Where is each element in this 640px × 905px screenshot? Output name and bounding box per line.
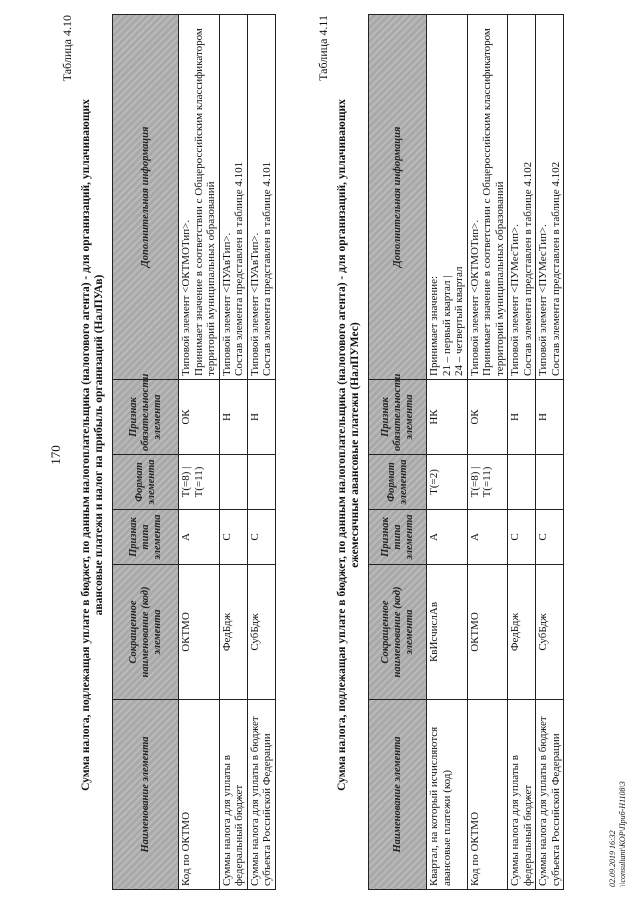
table2-header-type: Признак типа элемента bbox=[369, 510, 427, 565]
table2 bbox=[368, 14, 564, 890]
cell-code: ФедБдж bbox=[219, 565, 247, 700]
cell-name: Код по ОКТМО bbox=[179, 700, 220, 890]
cell-type: С bbox=[508, 510, 536, 565]
cell-code: СубБдж bbox=[536, 565, 564, 700]
table-row bbox=[219, 15, 247, 890]
cell-code: КвИсчислАв bbox=[427, 565, 468, 700]
cell-code: ОКТМО bbox=[467, 565, 508, 700]
info-line: Типовой элемент <ОКТМОТип>. bbox=[180, 219, 192, 376]
footer-date: 02.09.2019 16:32 bbox=[608, 830, 617, 887]
table2-title-line2: ежемесячные авансовые платежи (НалПУМес) bbox=[349, 322, 361, 568]
cell-name: Суммы налога для уплаты в федеральный бюджет bbox=[508, 700, 536, 890]
cell-info bbox=[219, 15, 247, 380]
cell-info bbox=[427, 15, 468, 380]
cell-required: Н bbox=[219, 380, 247, 455]
table2-header-name: Наименование элемента bbox=[369, 700, 427, 890]
table-row bbox=[467, 15, 508, 890]
cell-required: ОК bbox=[179, 380, 220, 455]
table1-label: Таблица 4.10 bbox=[60, 15, 74, 82]
cell-format bbox=[219, 455, 247, 510]
cell-format: T(=8) | T(=11) bbox=[179, 455, 220, 510]
cell-type: С bbox=[219, 510, 247, 565]
cell-format: T(=8) | T(=11) bbox=[467, 455, 508, 510]
info-line: Типовой элемент <ОКТМОТип>. bbox=[468, 219, 481, 376]
cell-format bbox=[536, 455, 564, 510]
table-row bbox=[179, 15, 220, 890]
cell-format: T(=2) bbox=[427, 455, 468, 510]
table-row bbox=[536, 15, 564, 890]
table1-header-format: Формат элемента bbox=[113, 455, 179, 510]
cell-info bbox=[247, 15, 275, 380]
table2-header-row bbox=[369, 15, 427, 890]
cell-code: ФедБдж bbox=[508, 565, 536, 700]
cell-info bbox=[467, 15, 508, 380]
table1 bbox=[112, 14, 276, 890]
cell-info bbox=[536, 15, 564, 380]
table1-header-row bbox=[113, 15, 179, 890]
info-line: Типовой элемент <ПУАвТип>. bbox=[220, 232, 233, 376]
footer-stamp bbox=[608, 587, 627, 887]
info-line: Принимает значение в соответствии с Общероссийским классификатором территорий муниципальных образований bbox=[192, 28, 217, 376]
cell-required: Н bbox=[247, 380, 275, 455]
info-line: Типовой элемент <ПУМесТип>. bbox=[509, 224, 521, 376]
cell-type: А bbox=[179, 510, 220, 565]
table-row bbox=[508, 15, 536, 890]
table2-title-line1: Сумма налога, подлежащая уплате в бюджет, по данным налогоплательщика (налогового агента) - для организаций, уплачивающих bbox=[336, 99, 348, 791]
cell-type: А bbox=[467, 510, 508, 565]
cell-info bbox=[179, 15, 220, 380]
table1-header-name: Наименование элемента bbox=[113, 700, 179, 890]
info-line: Состав элемента представлен в таблице 4.101 bbox=[261, 161, 273, 376]
info-line: Принимает значение в соответствии с Общероссийским классификатором территорий муниципальных образований bbox=[481, 28, 506, 376]
cell-required: Н bbox=[508, 380, 536, 455]
info-line: Принимает значение: bbox=[428, 275, 440, 376]
table1-title-line1: Сумма налога, подлежащая уплате в бюджет, по данным налогоплательщика (налогового агента) - для организаций, уплачивающих bbox=[80, 99, 92, 791]
cell-name: Квартал, на который исчисляются авансовые платежи (код) bbox=[427, 700, 468, 890]
table1-title-line2: авансовые платежи и налог на прибыль организаций (НалПУАв) bbox=[93, 274, 105, 616]
page-number: 170 bbox=[48, 445, 63, 465]
cell-type: А bbox=[427, 510, 468, 565]
table2-label: Таблица 4.11 bbox=[316, 15, 330, 81]
info-line: Состав элемента представлен в таблице 4.101 bbox=[233, 161, 245, 376]
cell-type: С bbox=[536, 510, 564, 565]
table1-header-code: Сокращенное наименование (код) элемента bbox=[113, 565, 179, 700]
table1-title bbox=[80, 15, 106, 875]
cell-name: Суммы налога для уплаты в бюджет субъекта Российской Федерации bbox=[247, 700, 275, 890]
cell-code: СубБдж bbox=[247, 565, 275, 700]
cell-required: НК bbox=[427, 380, 468, 455]
cell-type: С bbox=[247, 510, 275, 565]
cell-required: ОК bbox=[467, 380, 508, 455]
info-line: 24 – четвертый квартал bbox=[453, 266, 465, 376]
info-line: Состав элемента представлен в таблице 4.102 bbox=[521, 161, 534, 376]
table-row bbox=[427, 15, 468, 890]
cell-info bbox=[508, 15, 536, 380]
cell-format bbox=[508, 455, 536, 510]
table1-header-required: Признак обязательности элемента bbox=[113, 380, 179, 455]
info-line: Типовой элемент <ПУМесТип>. bbox=[537, 224, 549, 376]
table-row bbox=[247, 15, 275, 890]
table1-header-info: Дополнительная информация bbox=[113, 15, 179, 380]
table2-header-code: Сокращенное наименование (код) элемента bbox=[369, 565, 427, 700]
cell-code: ОКТМО bbox=[179, 565, 220, 700]
table2-header-format: Формат элемента bbox=[369, 455, 427, 510]
info-line: Типовой элемент <ПУАвТип>. bbox=[248, 232, 261, 376]
cell-name: Суммы налога для уплаты в бюджет субъекта Российской Федерации bbox=[536, 700, 564, 890]
table2-header-info: Дополнительная информация bbox=[369, 15, 427, 380]
cell-format bbox=[247, 455, 275, 510]
table1-header-type: Признак типа элемента bbox=[113, 510, 179, 565]
cell-name: Суммы налога для уплаты в федеральный бюджет bbox=[219, 700, 247, 890]
cell-name: Код по ОКТМО bbox=[467, 700, 508, 890]
cell-required: Н bbox=[536, 380, 564, 455]
table2-header-required: Признак обязательности элемента bbox=[369, 380, 427, 455]
table2-title bbox=[336, 15, 362, 875]
info-line: 21 – первый квартал | bbox=[440, 275, 453, 376]
info-line: Состав элемента представлен в таблице 4.102 bbox=[549, 161, 562, 376]
footer-path: \\consultant\КОР\Приб-Н1108\3 bbox=[617, 781, 627, 887]
